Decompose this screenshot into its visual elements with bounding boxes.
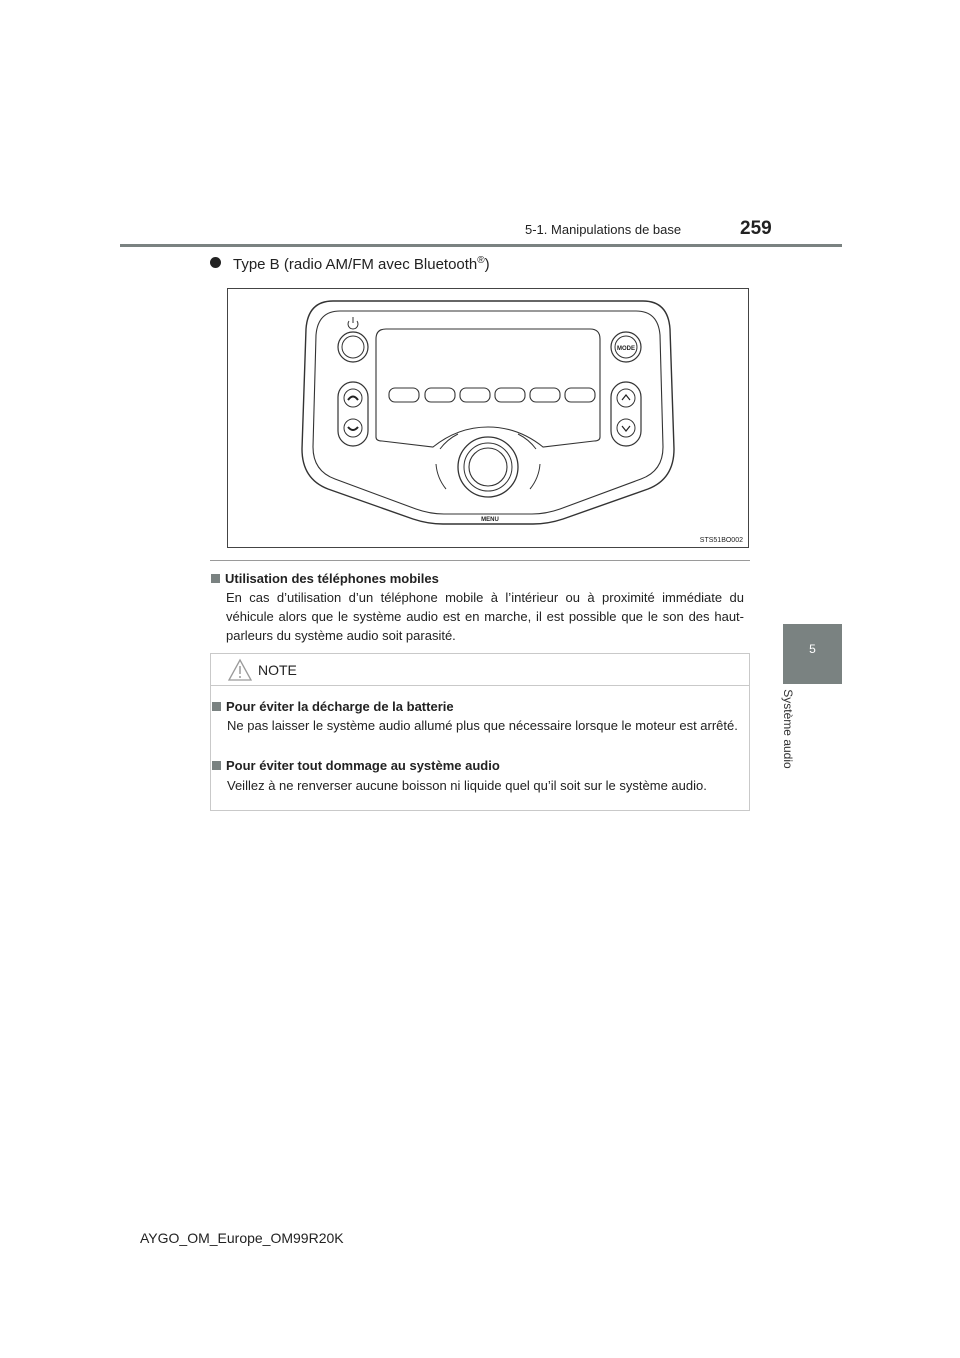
note-item-1-heading bbox=[212, 698, 454, 716]
note-item-2-body: Veillez à ne renverser aucune boisson ni liquide quel qu’il soit sur le système audio. bbox=[227, 778, 707, 793]
type-heading-close: ) bbox=[484, 256, 490, 273]
menu-label: MENU bbox=[481, 517, 499, 523]
preset-buttons bbox=[389, 388, 595, 402]
mobile-section-heading bbox=[211, 570, 439, 588]
mobile-section-title: Utilisation des téléphones mobiles bbox=[225, 571, 439, 586]
mobile-section-body: En cas d’utilisation d’un téléphone mobile à l’intérieur ou à proximité immédiate du véhicule alors que le système audio est en marche, il est possible que le son des haut-parleurs du système audio soit parasité. bbox=[226, 590, 744, 643]
note-title: NOTE bbox=[258, 662, 297, 678]
note-box bbox=[210, 653, 750, 811]
square-bullet-icon bbox=[212, 702, 221, 711]
power-button bbox=[338, 317, 368, 362]
footer-code: AYGO_OM_Europe_OM99R20K bbox=[140, 1230, 344, 1246]
figure-code: STS51BO002 bbox=[699, 537, 743, 544]
audio-unit-illustration bbox=[228, 289, 748, 547]
mode-label: MODE bbox=[617, 346, 635, 352]
section-title: 5-1. Manipulations de base bbox=[525, 222, 682, 237]
type-heading-text: Type B (radio AM/FM avec Bluetooth bbox=[233, 256, 478, 273]
registered-mark: ® bbox=[477, 255, 485, 266]
warning-triangle-icon bbox=[227, 658, 253, 682]
phone-buttons bbox=[338, 382, 368, 446]
note-item-1-body: Ne pas laisser le système audio allumé plus que nécessaire lorsque le moteur est arrêté. bbox=[227, 718, 738, 733]
menu-knob bbox=[436, 434, 540, 497]
type-heading bbox=[210, 255, 490, 273]
bullet-icon bbox=[210, 257, 221, 268]
seek-buttons bbox=[611, 382, 641, 446]
section-divider bbox=[210, 560, 750, 561]
note-item-1-title: Pour éviter la décharge de la batterie bbox=[226, 699, 454, 714]
page-number: 259 bbox=[740, 218, 772, 239]
header-rule bbox=[120, 244, 842, 247]
note-item-2-title: Pour éviter tout dommage au système audio bbox=[226, 758, 500, 773]
square-bullet-icon bbox=[212, 761, 221, 770]
audio-unit-figure bbox=[227, 288, 749, 548]
chapter-label: Système audio bbox=[781, 689, 795, 769]
note-item-2-heading bbox=[212, 757, 500, 775]
chapter-number: 5 bbox=[809, 642, 816, 656]
note-header bbox=[211, 654, 749, 686]
square-bullet-icon bbox=[211, 574, 220, 583]
